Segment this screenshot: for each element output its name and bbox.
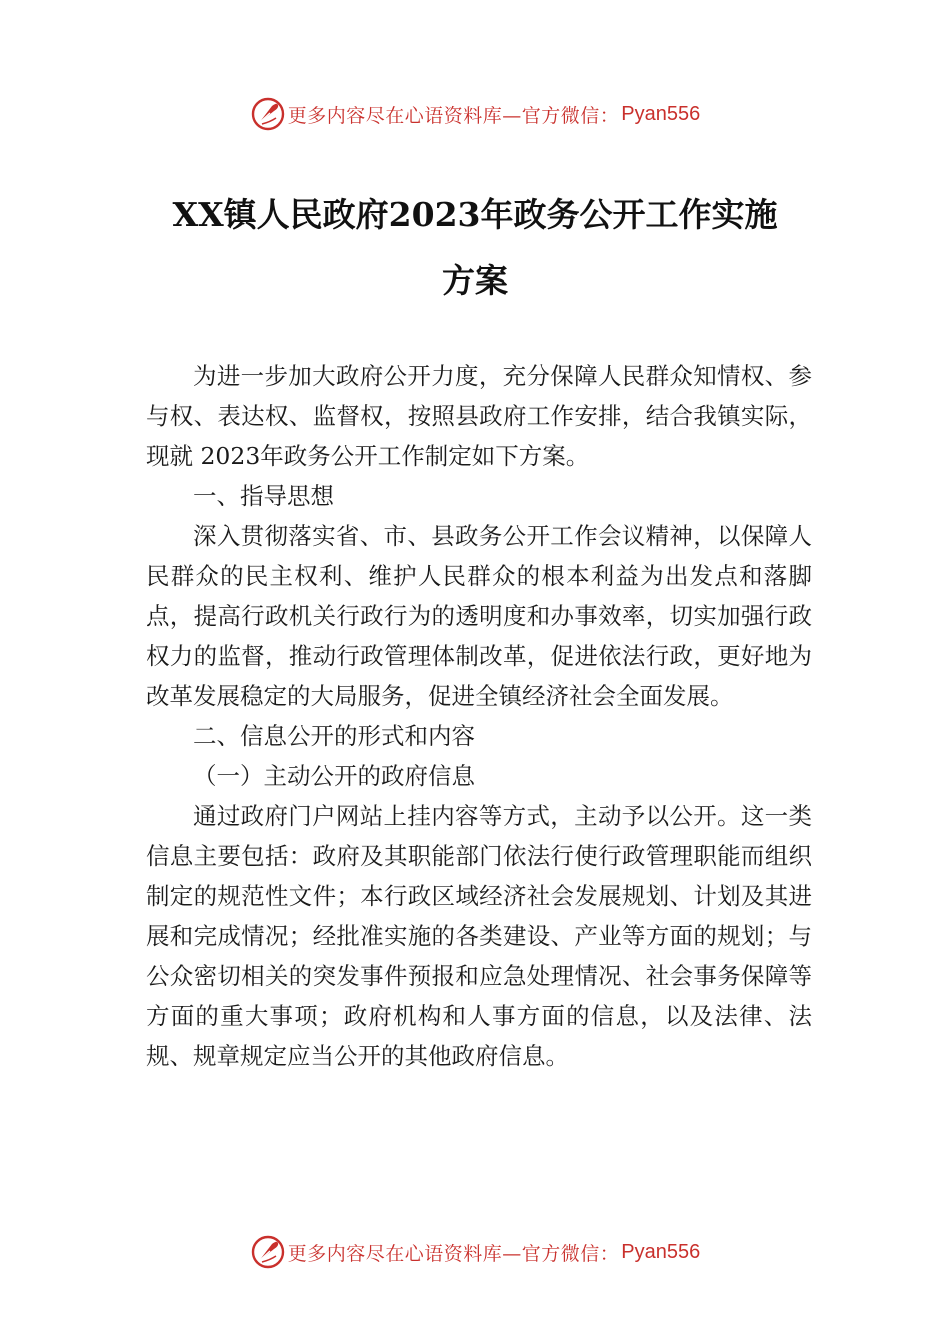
- footer-banner: [0, 1232, 950, 1272]
- title-line-1: XX镇人民政府2023年政务公开工作实施: [172, 195, 778, 234]
- document-title: [140, 182, 810, 314]
- quill-pen-logo-icon: [250, 96, 286, 132]
- document-body: [146, 356, 812, 1076]
- banner-text: 更多内容尽在心语资料库—官方微信：: [287, 1242, 620, 1265]
- active-disclosure-paragraph: 通过政府门户网站上挂内容等方式，主动予以公开。这一类信息主要包括：政府及其职能部门依法行使行政管理职能而组织制定的规范性文件；本行政区域经济社会发展规划、计划及其进展和完成情况；经批准实施的各类建设、产业等方面的规划；与公众密切相关的突发事件预报和应急处理情况、社会事务保障等方面的重大事项；政府机构和人事方面的信息，以及法律、法规、规章规定应当公开的其他政府信息。: [146, 802, 812, 1070]
- banner-wechat-id: Pyan556: [621, 1240, 701, 1263]
- title-line-2: 方案: [442, 261, 508, 300]
- section-heading-disclosure-forms: 二、信息公开的形式和内容: [193, 722, 475, 750]
- header-banner: [0, 94, 950, 134]
- banner-text: 更多内容尽在心语资料库—官方微信：: [287, 104, 620, 127]
- section-heading-guiding-thought: 一、指导思想: [193, 482, 334, 510]
- intro-paragraph: 为进一步加大政府公开力度，充分保障人民群众知情权、参与权、表达权、监督权，按照县政府工作安排，结合我镇实际，现就 2023年政务公开工作制定如下方案。: [146, 362, 812, 470]
- banner-wechat-id: Pyan556: [621, 102, 701, 125]
- guiding-thought-paragraph: 深入贯彻落实省、市、县政务公开工作会议精神，以保障人民群众的民主权利、维护人民群众的根本利益为出发点和落脚点，提高行政机关行政行为的透明度和办事效率，切实加强行政权力的监督，推动行政管理体制改革，促进依法行政，更好地为改革发展稳定的大局服务，促进全镇经济社会全面发展。: [146, 522, 812, 710]
- subsection-heading-active-disclosure: （一）主动公开的政府信息: [193, 762, 475, 790]
- quill-pen-logo-icon: [250, 1234, 286, 1270]
